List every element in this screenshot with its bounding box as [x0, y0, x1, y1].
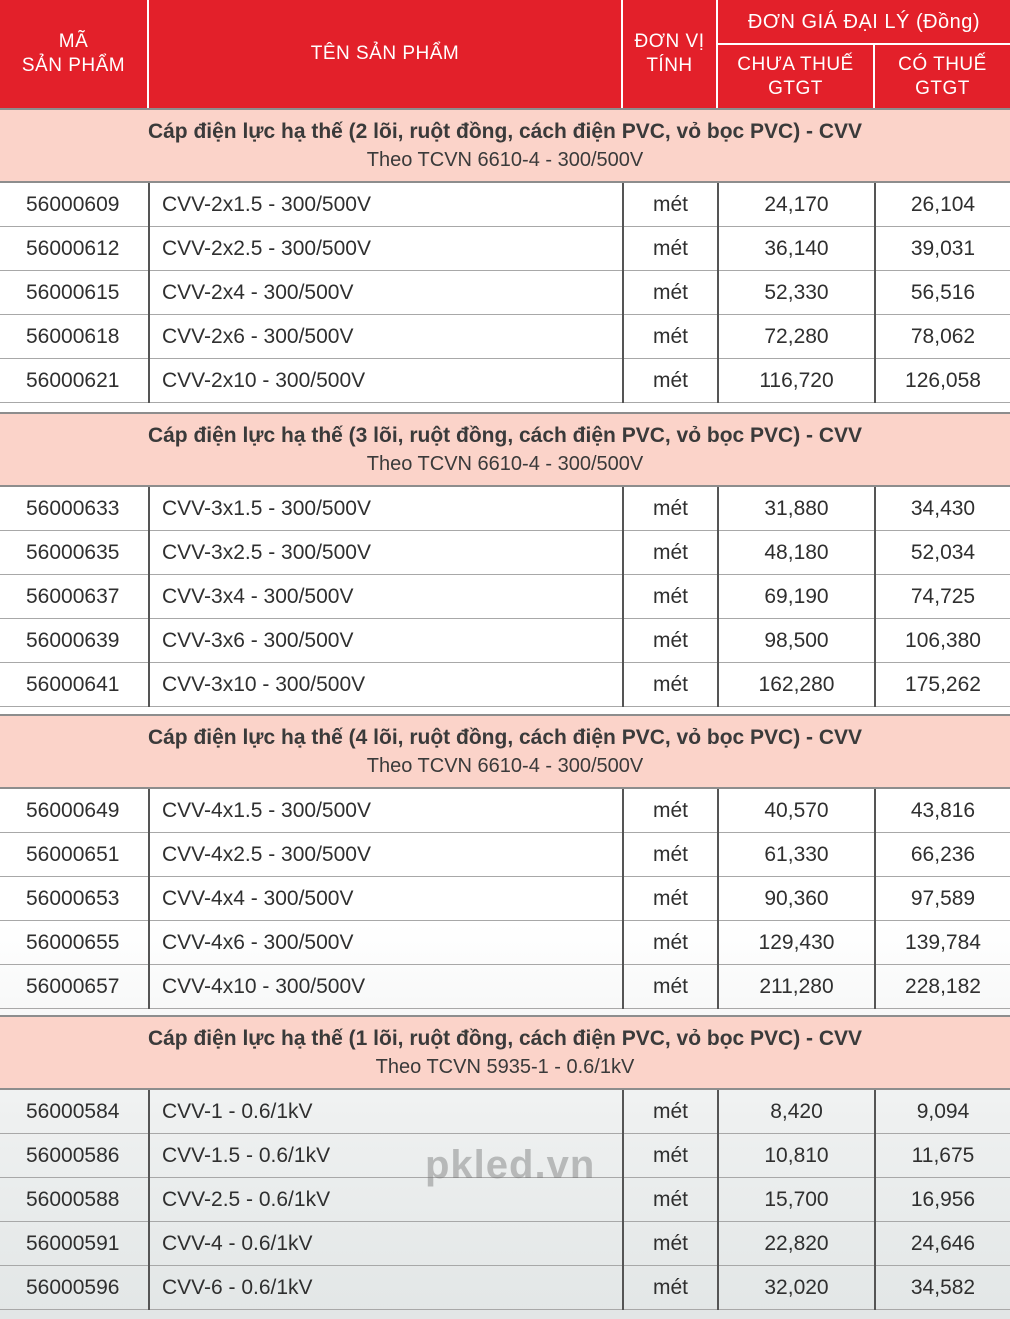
table-row: [0, 1222, 1010, 1266]
price-with-tax: 139,784: [874, 921, 1010, 965]
unit: mét: [622, 575, 717, 619]
unit: mét: [622, 315, 717, 359]
product-code: 56000657: [26, 975, 120, 998]
section-title: Cáp điện lực hạ thế (3 lõi, ruột đồng, cách điện PVC, vỏ bọc PVC) - CVV: [147, 423, 863, 447]
product-name: CVV-4x6 - 300/500V: [148, 921, 622, 965]
product-code: 56000633: [26, 497, 120, 520]
unit: mét: [622, 877, 717, 921]
product-name: CVV-1 - 0.6/1kV: [148, 1090, 622, 1134]
unit: mét: [622, 227, 717, 271]
unit: mét: [622, 1134, 717, 1178]
price-before-tax: 98,500: [717, 619, 874, 663]
unit: mét: [622, 1178, 717, 1222]
unit: mét: [622, 487, 717, 531]
table-row: [0, 619, 1010, 663]
price-before-tax: 10,810: [717, 1134, 874, 1178]
section-header: [0, 412, 1010, 487]
product-code: 56000584: [26, 1100, 120, 1123]
unit: mét: [622, 663, 717, 707]
price-before-tax: 69,190: [717, 575, 874, 619]
table-row: [0, 531, 1010, 575]
price-with-tax: 34,430: [874, 487, 1010, 531]
product-name: CVV-2.5 - 0.6/1kV: [148, 1178, 622, 1222]
product-name: CVV-3x10 - 300/500V: [148, 663, 622, 707]
price-with-tax: 39,031: [874, 227, 1010, 271]
price-with-tax: 24,646: [874, 1222, 1010, 1266]
header-price-with-tax: CÓ THUẾ GTGT: [898, 53, 987, 99]
watermark: pkled.vn: [425, 1143, 596, 1187]
price-before-tax: 22,820: [717, 1222, 874, 1266]
price-with-tax: 228,182: [874, 965, 1010, 1009]
product-code: 56000649: [26, 799, 120, 822]
price-before-tax: 129,430: [717, 921, 874, 965]
section-subtitle: Theo TCVN 6610-4 - 300/500V: [366, 754, 644, 777]
price-with-tax: 16,956: [874, 1178, 1010, 1222]
price-with-tax: 52,034: [874, 531, 1010, 575]
unit: mét: [622, 965, 717, 1009]
product-code: 56000651: [26, 843, 120, 866]
section-subtitle: Theo TCVN 6610-4 - 300/500V: [366, 148, 644, 171]
price-with-tax: 56,516: [874, 271, 1010, 315]
unit: mét: [622, 271, 717, 315]
header-price-before-tax: CHƯA THUẾ GTGT: [737, 53, 854, 99]
price-before-tax: 61,330: [717, 833, 874, 877]
product-code: 56000586: [26, 1144, 120, 1167]
price-with-tax: 175,262: [874, 663, 1010, 707]
price-with-tax: 78,062: [874, 315, 1010, 359]
unit: mét: [622, 921, 717, 965]
table-row: [0, 965, 1010, 1009]
unit: mét: [622, 531, 717, 575]
price-before-tax: 116,720: [717, 359, 874, 403]
price-before-tax: 90,360: [717, 877, 874, 921]
price-with-tax: 74,725: [874, 575, 1010, 619]
price-before-tax: 162,280: [717, 663, 874, 707]
product-code: 56000639: [26, 629, 120, 652]
price-before-tax: 15,700: [717, 1178, 874, 1222]
product-code: 56000612: [26, 237, 120, 260]
price-before-tax: 24,170: [717, 183, 874, 227]
price-with-tax: 66,236: [874, 833, 1010, 877]
price-with-tax: 34,582: [874, 1266, 1010, 1310]
product-code: 56000635: [26, 541, 120, 564]
product-name: CVV-3x6 - 300/500V: [148, 619, 622, 663]
product-name: CVV-1.5 - 0.6/1kV: [148, 1134, 622, 1178]
product-code: 56000637: [26, 585, 120, 608]
unit: mét: [622, 183, 717, 227]
unit: mét: [622, 789, 717, 833]
product-name: CVV-3x4 - 300/500V: [148, 575, 622, 619]
price-before-tax: 72,280: [717, 315, 874, 359]
product-name: CVV-4x1.5 - 300/500V: [148, 789, 622, 833]
product-name: CVV-3x1.5 - 300/500V: [148, 487, 622, 531]
price-before-tax: 211,280: [717, 965, 874, 1009]
header-unit: ĐƠN VỊ TÍNH: [634, 31, 705, 76]
price-before-tax: 48,180: [717, 531, 874, 575]
price-with-tax: 11,675: [874, 1134, 1010, 1178]
section-title: Cáp điện lực hạ thế (1 lõi, ruột đồng, cách điện PVC, vỏ bọc PVC) - CVV: [147, 1026, 863, 1050]
price-before-tax: 32,020: [717, 1266, 874, 1310]
product-name: CVV-4x10 - 300/500V: [148, 965, 622, 1009]
product-name: CVV-2x6 - 300/500V: [148, 315, 622, 359]
product-name: CVV-2x10 - 300/500V: [148, 359, 622, 403]
product-code: 56000618: [26, 325, 120, 348]
section-subtitle: Theo TCVN 5935-1 - 0.6/1kV: [375, 1055, 635, 1078]
section-title: Cáp điện lực hạ thế (2 lõi, ruột đồng, cách điện PVC, vỏ bọc PVC) - CVV: [147, 119, 863, 143]
unit: mét: [622, 1266, 717, 1310]
header-code: MÃ SẢN PHẨM: [21, 31, 126, 76]
table-row: [0, 183, 1010, 227]
header-name: TÊN SẢN PHẨM: [310, 43, 460, 64]
product-name: CVV-3x2.5 - 300/500V: [148, 531, 622, 575]
table-row: [0, 1266, 1010, 1310]
price-with-tax: 97,589: [874, 877, 1010, 921]
section-header: [0, 1015, 1010, 1090]
table-row: [0, 271, 1010, 315]
product-code: 56000591: [26, 1232, 120, 1255]
product-name: CVV-2x2.5 - 300/500V: [148, 227, 622, 271]
product-code: 56000655: [26, 931, 120, 954]
table-row: [0, 833, 1010, 877]
table-row: [0, 663, 1010, 707]
unit: mét: [622, 359, 717, 403]
product-code: 56000588: [26, 1188, 120, 1211]
section-title: Cáp điện lực hạ thế (4 lõi, ruột đồng, cách điện PVC, vỏ bọc PVC) - CVV: [147, 725, 863, 749]
price-with-tax: 43,816: [874, 789, 1010, 833]
unit: mét: [622, 1222, 717, 1266]
table-row: [0, 359, 1010, 403]
product-name: CVV-2x4 - 300/500V: [148, 271, 622, 315]
product-name: CVV-4x2.5 - 300/500V: [148, 833, 622, 877]
table-row: [0, 877, 1010, 921]
product-code: 56000609: [26, 193, 120, 216]
section-subtitle: Theo TCVN 6610-4 - 300/500V: [366, 452, 644, 475]
table-row: [0, 921, 1010, 965]
price-with-tax: 9,094: [874, 1090, 1010, 1134]
table-header: [0, 0, 1010, 108]
price-before-tax: 52,330: [717, 271, 874, 315]
unit: mét: [622, 833, 717, 877]
product-name: CVV-2x1.5 - 300/500V: [148, 183, 622, 227]
table-row: [0, 487, 1010, 531]
section-header: [0, 108, 1010, 183]
table-row: [0, 789, 1010, 833]
product-code: 56000653: [26, 887, 120, 910]
price-with-tax: 26,104: [874, 183, 1010, 227]
price-before-tax: 36,140: [717, 227, 874, 271]
product-name: CVV-4x4 - 300/500V: [148, 877, 622, 921]
price-before-tax: 40,570: [717, 789, 874, 833]
product-code: 56000615: [26, 281, 120, 304]
product-name: CVV-6 - 0.6/1kV: [148, 1266, 622, 1310]
price-before-tax: 31,880: [717, 487, 874, 531]
product-code: 56000621: [26, 369, 120, 392]
header-price-group: ĐƠN GIÁ ĐẠI LÝ (Đồng): [747, 11, 981, 33]
table-row: [0, 315, 1010, 359]
price-before-tax: 8,420: [717, 1090, 874, 1134]
product-name: CVV-4 - 0.6/1kV: [148, 1222, 622, 1266]
product-code: 56000596: [26, 1276, 120, 1299]
table-row: [0, 575, 1010, 619]
price-with-tax: 126,058: [874, 359, 1010, 403]
product-code: 56000641: [26, 673, 120, 696]
table-row: [0, 1090, 1010, 1134]
price-with-tax: 106,380: [874, 619, 1010, 663]
unit: mét: [622, 1090, 717, 1134]
table-row: [0, 227, 1010, 271]
section-header: [0, 714, 1010, 789]
unit: mét: [622, 619, 717, 663]
